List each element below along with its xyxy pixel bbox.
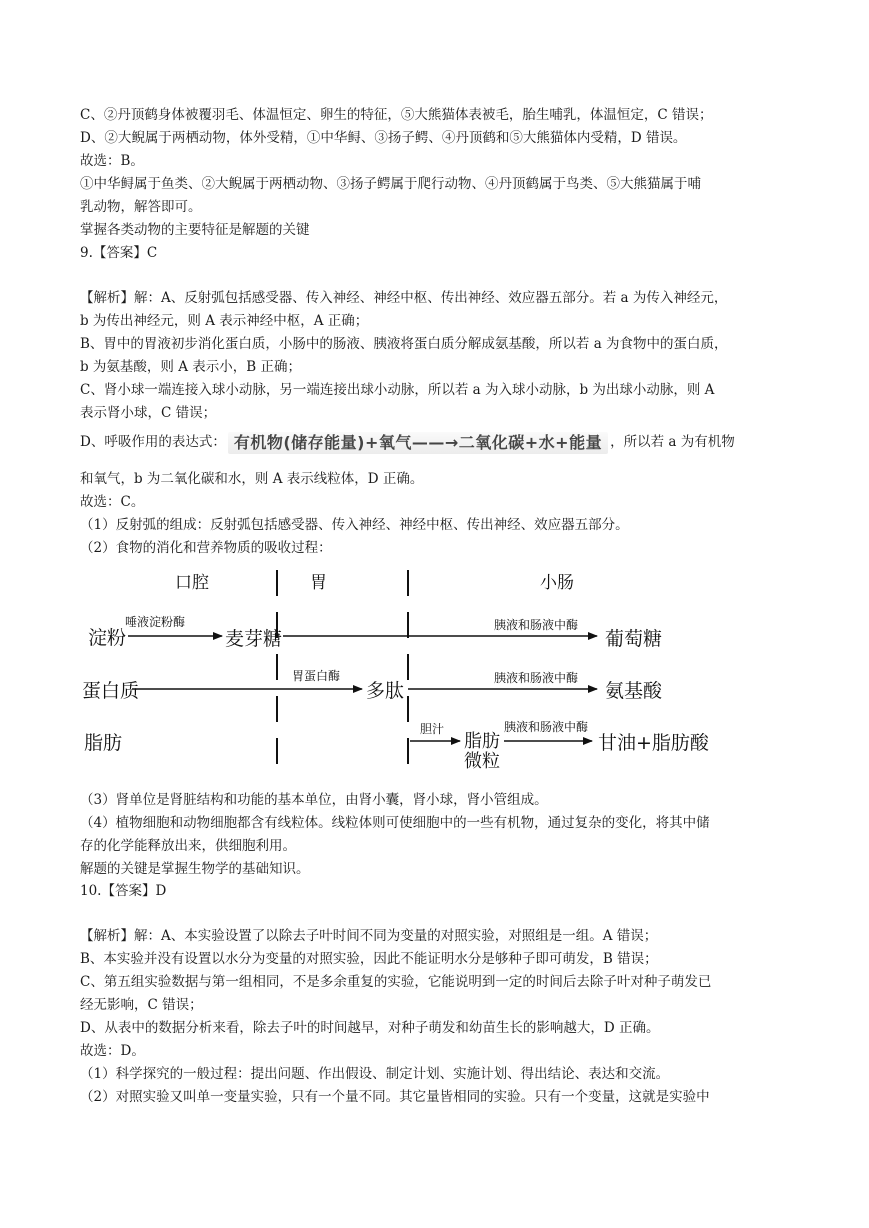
- text-line: （2）对照实验又叫单一变量实验，只有一个量不同。其它量皆相同的实验。只有一个变量，这就是实验中: [80, 1089, 710, 1105]
- product-amino-acid: 氨基酸: [605, 680, 663, 702]
- row-label-starch: 淀粉: [88, 627, 127, 649]
- intermediate-polypeptide: 多肽: [366, 680, 405, 702]
- text-line: 故选：B。: [80, 153, 144, 169]
- text-line: （3）肾单位是肾脏结构和功能的基本单位，由肾小囊，肾小球，肾小管组成。: [80, 792, 548, 808]
- enzyme-label: 胰液和肠液中酶: [494, 618, 579, 632]
- text-line: C、第五组实验数据与第一组相同，不是多余重复的实验，它能说明到一定的时间后去除子叶对种子萌发已: [80, 974, 712, 990]
- intermediate-maltose: 麦芽糖: [225, 628, 283, 650]
- intermediate-fat: 脂肪: [464, 731, 500, 752]
- text-line: 乳动物，解答即可。: [80, 199, 202, 215]
- row-label-protein: 蛋白质: [82, 680, 140, 702]
- answer-heading: 10.【答案】D: [80, 883, 167, 899]
- text-line: D、②大鲵属于两栖动物，体外受精，①中华鲟、③扬子鳄、④丹顶鹤和⑤大熊猫体内受精，D 错误。: [80, 130, 687, 146]
- text-line: 故选：D。: [80, 1043, 145, 1059]
- text-line: 表示肾小球，C 错误；: [80, 405, 217, 421]
- text-line: B、胃中的胃液初步消化蛋白质，小肠中的肠液、胰液将蛋白质分解成氨基酸，所以若 a 为食物中的蛋白质，: [80, 336, 728, 352]
- text-line: 掌握各类动物的主要特征是解题的关键: [80, 222, 310, 238]
- respiration-formula: 有机物(储存能量)+氧气——→二氧化碳+水+能量: [228, 432, 608, 454]
- text-line: 解题的关键是掌握生物学的基础知识。: [80, 861, 310, 877]
- product-glucose: 葡萄糖: [605, 628, 663, 650]
- text-fragment: D、呼吸作用的表达式：: [80, 434, 226, 450]
- text-line: b 为氨基酸，则 A 表示小，B 正确；: [80, 359, 301, 375]
- stage-header-stomach: 胃: [310, 573, 327, 593]
- text-line: （2）食物的消化和营养物质的吸收过程：: [80, 540, 332, 556]
- digestion-diagram: [70, 566, 710, 781]
- enzyme-label: 胆汁: [420, 722, 445, 736]
- text-line: ①中华鲟属于鱼类、②大鲵属于两栖动物、③扬子鳄属于爬行动物、④丹顶鹤属于鸟类、⑤大熊猫属于哺: [80, 176, 701, 192]
- text-line: （4）植物细胞和动物细胞都含有线粒体。线粒体则可使细胞中的一些有机物，通过复杂的变化，将其中储: [80, 815, 710, 831]
- text-line: 故选：C。: [80, 494, 145, 510]
- enzyme-label: 唾液淀粉酶: [125, 615, 186, 629]
- text-fragment: ，所以若 a 为有机物: [610, 434, 735, 450]
- stage-header-mouth: 口腔: [175, 573, 209, 593]
- stage-header-small-intestine: 小肠: [540, 573, 574, 593]
- enzyme-label: 胃蛋白酶: [292, 669, 341, 683]
- text-line: （1）反射弧的组成：反射弧包括感受器、传入神经、神经中枢、传出神经、效应器五部分。: [80, 517, 629, 533]
- text-line: b 为传出神经元，则 A 表示神经中枢，A 正确；: [80, 313, 369, 329]
- text-line: C、②丹顶鹤身体被覆羽毛、体温恒定、卵生的特征，⑤大熊猫体表被毛，胎生哺乳，体温恒定，C 错误；: [80, 107, 713, 123]
- text-line: B、本实验并没有设置以水分为变量的对照实验，因此不能证明水分是够种子即可萌发，B 错误；: [80, 951, 658, 967]
- text-line: 【解析】解：A、本实验设置了以除去子叶时间不同为变量的对照实验，对照组是一组。A 错误；: [80, 928, 658, 944]
- text-line: 和氧气，b 为二氧化碳和水，则 A 表示线粒体，D 正确。: [80, 471, 424, 487]
- text-line: （1）科学探究的一般过程：提出问题、作出假设、制定计划、实施计划、得出结论、表达和交流。: [80, 1066, 670, 1082]
- product-glycerol-fatty-acid: 甘油+脂肪酸: [598, 732, 709, 754]
- formula-line: [80, 431, 792, 454]
- text-line: D、从表中的数据分析来看，除去子叶的时间越早，对种子萌发和幼苗生长的影响越大，D 正确。: [80, 1020, 660, 1036]
- row-label-fat: 脂肪: [84, 732, 123, 754]
- answer-heading: 9.【答案】C: [80, 245, 158, 261]
- text-line: 存的化学能释放出来，供细胞利用。: [80, 838, 296, 854]
- text-line: C、肾小球一端连接入球小动脉，另一端连接出球小动脉，所以若 a 为入球小动脉，b 为出球小动脉，则 A: [80, 382, 715, 398]
- enzyme-label: 胰液和肠液中酶: [494, 671, 579, 685]
- text-line: 经无影响，C 错误；: [80, 997, 203, 1013]
- text-line: 【解析】解：A、反射弧包括感受器、传入神经、神经中枢、传出神经、效应器五部分。若 a 为传入神经元，: [80, 290, 728, 306]
- enzyme-label: 胰液和肠液中酶: [504, 720, 589, 734]
- intermediate-droplet: 微粒: [464, 751, 500, 772]
